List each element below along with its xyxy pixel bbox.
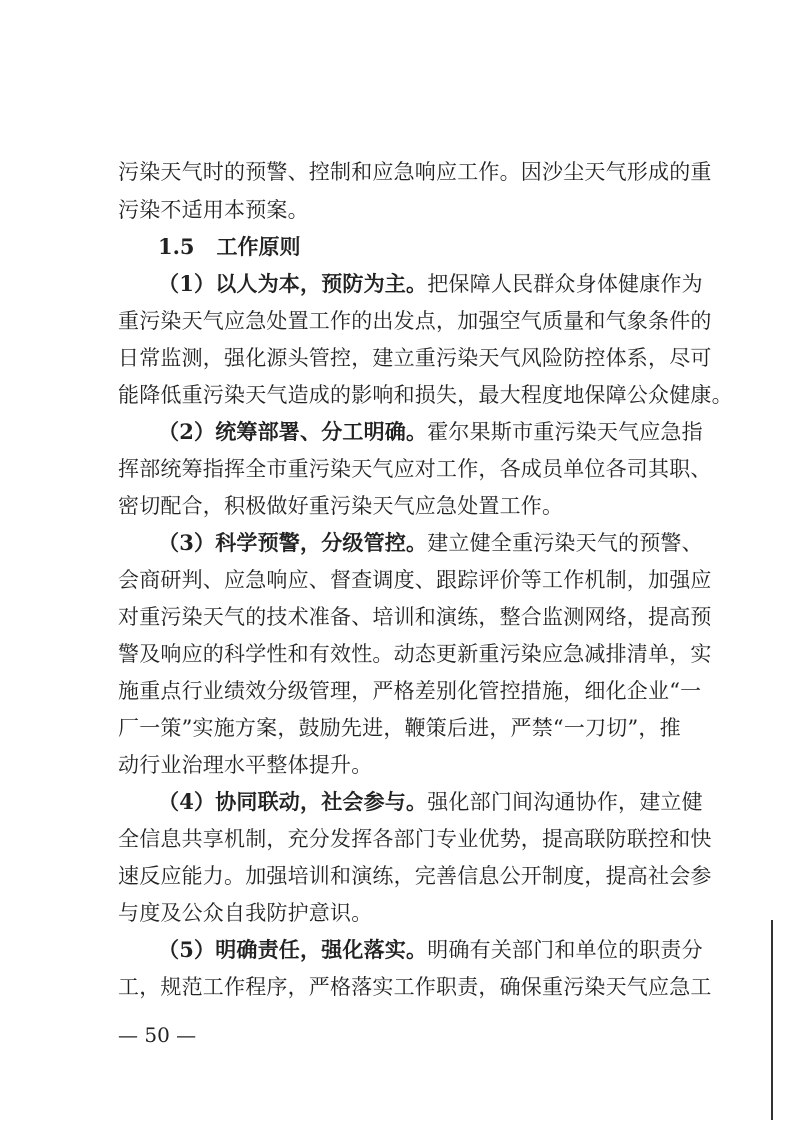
- principle-1-text: 把保障人民群众身体健康作为: [427, 272, 703, 296]
- section-title: 工作原则: [216, 234, 301, 259]
- principle-3-line: 动行业治理水平整体提升。: [118, 753, 373, 777]
- principle-5-line: 工，规范工作程序，严格落实工作职责，确保重污染天气应急工: [118, 975, 712, 999]
- principle-2-line: 挥部统筹指挥全市重污染天气应对工作，各成员单位各司其职、: [118, 457, 712, 481]
- principle-1-line: 重污染天气应急处置工作的出发点，加强空气质量和气象条件的: [118, 309, 712, 333]
- principle-2-first-line: [158, 417, 703, 447]
- principle-1-heading: （1）以人为本，预防为主。: [158, 271, 428, 296]
- principle-5-first-line: [158, 935, 703, 965]
- intro-line-2: 污染不适用本预案。: [118, 198, 309, 222]
- principle-3-line: 对重污染天气的技术准备、培训和演练，整合监测网络，提高预: [118, 605, 712, 629]
- principle-4-line: 全信息共享机制，充分发挥各部门专业优势，提高联防联控和快: [118, 827, 712, 851]
- principle-3-line: 警及响应的科学性和有效性。动态更新重污染应急减排清单，实: [118, 642, 712, 666]
- principle-4-text: 强化部门间沟通协作，建立健: [427, 790, 703, 814]
- principle-3-heading: （3）科学预警，分级管控。: [158, 530, 428, 555]
- principle-2-text: 霍尔果斯市重污染天气应急指: [427, 420, 703, 444]
- principle-1-first-line: [158, 269, 703, 299]
- principle-4-line: 速反应能力。加强培训和演练，完善信息公开制度，提高社会参: [118, 864, 712, 888]
- principle-4-line: 与度及公众自我防护意识。: [118, 901, 373, 925]
- principle-5-text: 明确有关部门和单位的职责分: [427, 938, 703, 962]
- principle-3-line: 厂一策”实施方案，鼓励先进，鞭策后进，严禁“一刀切”，推: [118, 716, 681, 740]
- intro-line-1: 污染天气时的预警、控制和应急响应工作。因沙尘天气形成的重: [118, 160, 712, 184]
- principle-3-first-line: [158, 528, 703, 558]
- principle-1-line: 能降低重污染天气造成的影响和损失，最大程度地保障公众健康。: [118, 383, 733, 407]
- section-number: 1.5: [158, 234, 195, 259]
- principle-4-heading: （4）协同联动，社会参与。: [158, 789, 428, 814]
- principle-3-text: 建立健全重污染天气的预警、: [427, 531, 703, 555]
- principle-4-first-line: [158, 787, 703, 817]
- principle-3-line: 会商研判、应急响应、督查调度、跟踪评价等工作机制，加强应: [118, 568, 712, 592]
- principle-2-line: 密切配合，积极做好重污染天气应急处置工作。: [118, 494, 564, 518]
- principle-1-line: 日常监测，强化源头管控，建立重污染天气风险防控体系，尽可: [118, 346, 712, 370]
- page-edge-line: [771, 920, 773, 1120]
- principle-3-line: 施重点行业绩效分级管理，严格差别化管控措施，细化企业“一: [118, 679, 702, 703]
- principle-2-heading: （2）统筹部署、分工明确。: [158, 419, 428, 444]
- section-heading: [158, 232, 301, 262]
- principle-5-heading: （5）明确责任，强化落实。: [158, 937, 428, 962]
- page-number: — 50 —: [118, 1023, 197, 1047]
